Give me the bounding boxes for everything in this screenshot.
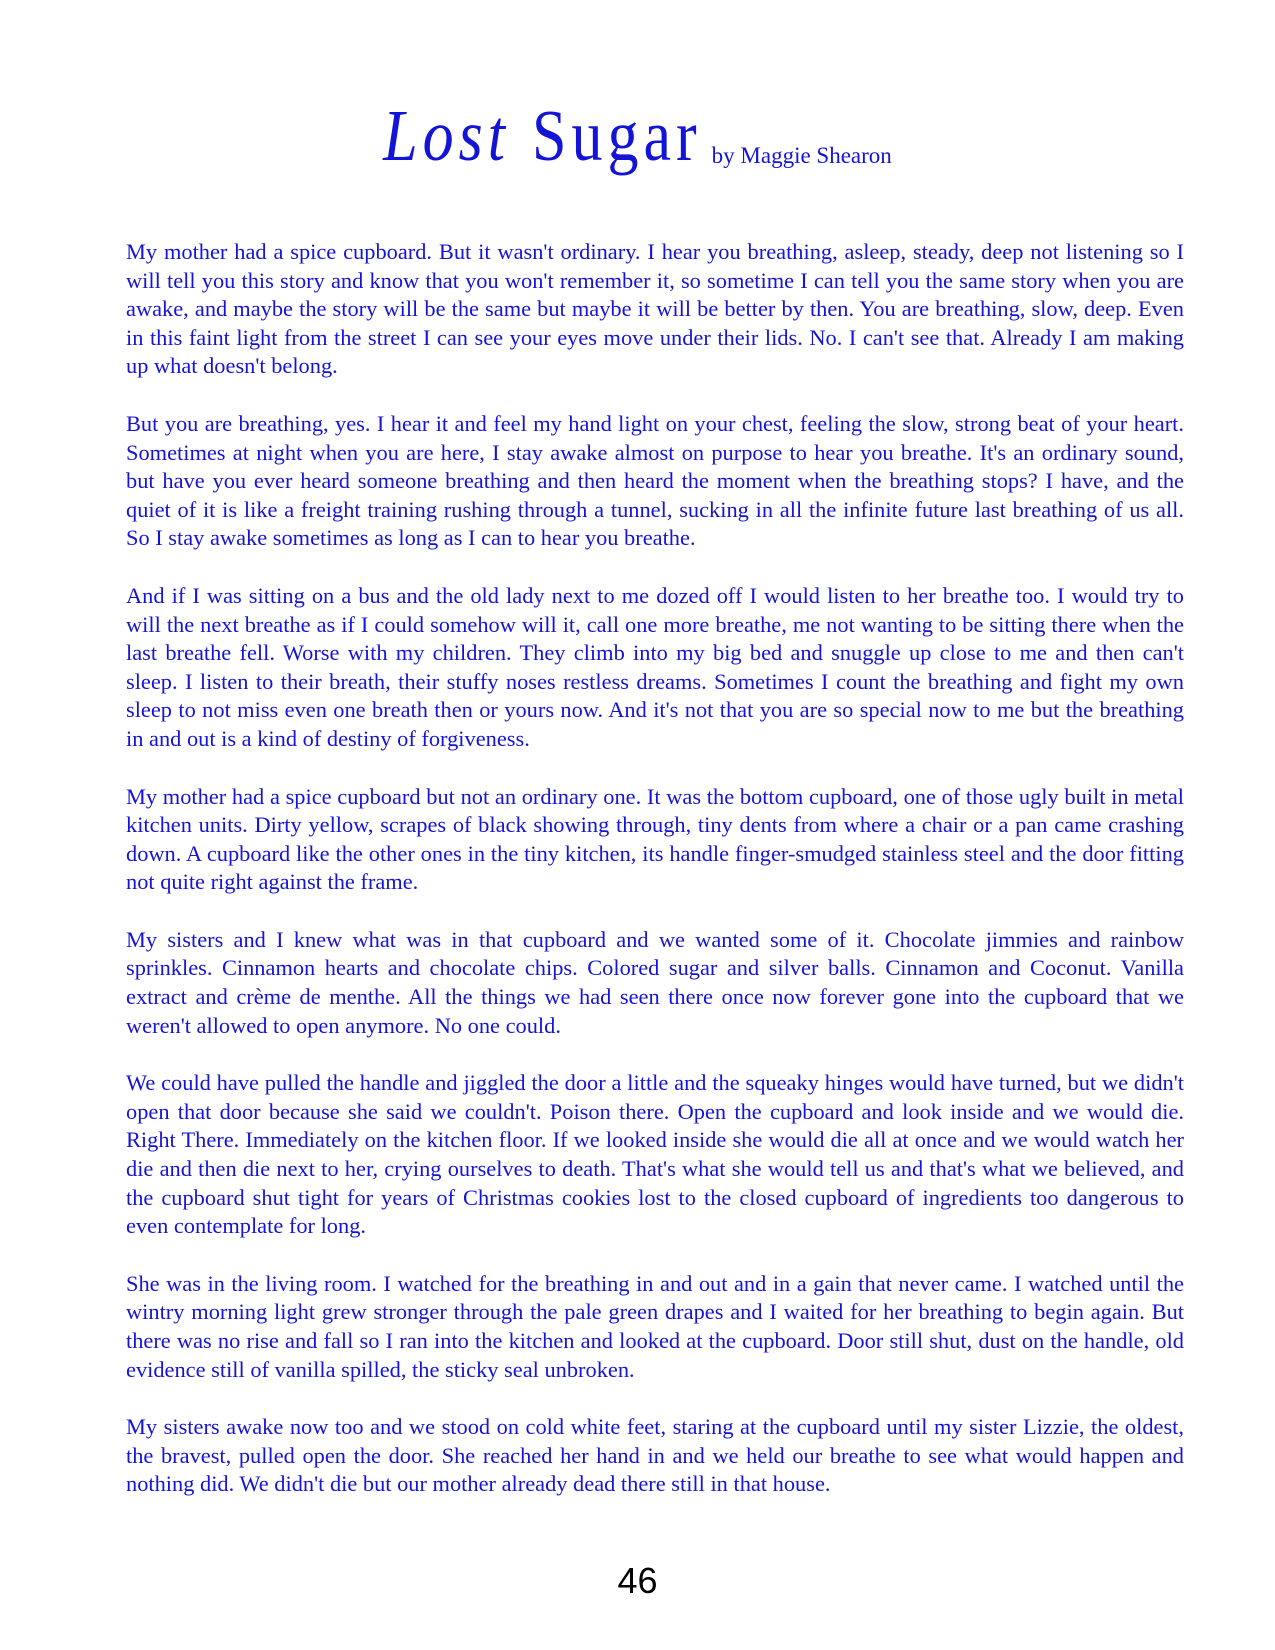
title-block xyxy=(0,96,1275,179)
paragraph-6: We could have pulled the handle and jiggled the door a little and the squeaky hinges would have turned, but we didn't open that door because she said we couldn't. Poison there. Open the cupboard and look inside and we would die. Right There. Immediately on the kitchen floor. If we looked inside she would die all at once and we would watch her die and then die next to her, crying ourselves to death. That's what she would tell us and that's what we believed, and the cupboard shut tight for years of Christmas cookies lost to the closed cupboard of ingredients too dangerous to even contemplate for long. xyxy=(126,1070,1184,1239)
title-word-sugar: Sugar xyxy=(532,96,702,177)
paragraph-7: She was in the living room. I watched for the breathing in and out and in a gain that never came. I watched until the wintry morning light grew stronger through the pale green drapes and I waited for her breathing to begin again. But there was no rise and fall so I ran into the kitchen and looked at the cupboard. Door still shut, dust on the handle, old evidence still of vanilla spilled, the sticky seal unbroken. xyxy=(126,1270,1184,1382)
paragraph-1: My mother had a spice cupboard. But it wasn't ordinary. I hear you breathing, asleep, steady, deep not listening so I will tell you this story and know that you won't remember it, so sometime I can tell you the same story when you are awake, and maybe the story will be the same but maybe it will be better by then. You are breathing, slow, deep. Even in this faint light from the street I can see your eyes move under their lids. No. I can't see that. Already I am making up what doesn't belong. xyxy=(126,239,1184,379)
title-word-lost: Lost xyxy=(383,96,511,177)
paragraph-5: My sisters and I knew what was in that cupboard and we wanted some of it. Chocolate jimmies and rainbow sprinkles. Cinnamon hearts and chocolate chips. Colored sugar and silver balls. Cinnamon and Coconut. Vanilla extract and crème de menthe. All the things we had seen there once now forever gone into the cupboard that we weren't allowed to open anymore. No one could. xyxy=(126,926,1184,1038)
paragraph-4: My mother had a spice cupboard but not an ordinary one. It was the bottom cupboard, one of those ugly built in metal kitchen units. Dirty yellow, scrapes of black showing through, tiny dents from where a chair or a pan came crashing down. A cupboard like the other ones in the tiny kitchen, its handle finger-smudged stainless steel and the door fitting not quite right against the frame. xyxy=(126,783,1184,895)
page-number: 46 xyxy=(617,1560,658,1601)
byline: by Maggie Shearon xyxy=(711,143,892,168)
story-body xyxy=(126,238,1184,1528)
paragraph-2: But you are breathing, yes. I hear it and feel my hand light on your chest, feeling the slow, strong beat of your heart. Sometimes at night when you are here, I stay awake almost on purpose to hear you breathe. It's an ordinary sound, but have you ever heard someone breathing and then heard the moment when the breathing stops? I have, and the quiet of it is like a freight training rushing through a tunnel, sucking in all the infinite future last breathing of us all. So I stay awake sometimes as long as I can to hear you breathe. xyxy=(126,410,1184,551)
paragraph-8: My sisters awake now too and we stood on cold white feet, staring at the cupboard until my sister Lizzie, the oldest, the bravest, pulled open the door. She reached her hand in and we held our breathe to see what would happen and nothing did. We didn't die but our mother already dead there still in that house. xyxy=(126,1414,1184,1497)
paragraph-3: And if I was sitting on a bus and the old lady next to me dozed off I would listen to her breathe too. I would try to will the next breathe as if I could somehow will it, call one more breathe, me not wanting to be sitting there when the last breathe fell. Worse with my children. They climb into my big bed and snuggle up close to me and then can't sleep. I listen to their breath, their stuffy noses restless dreams. Sometimes I count the breathing and fight my own sleep to not miss even one breath then or yours now. And it's not that you are so special now to me but the breathing in and out is a kind of destiny of forgiveness. xyxy=(126,582,1184,751)
